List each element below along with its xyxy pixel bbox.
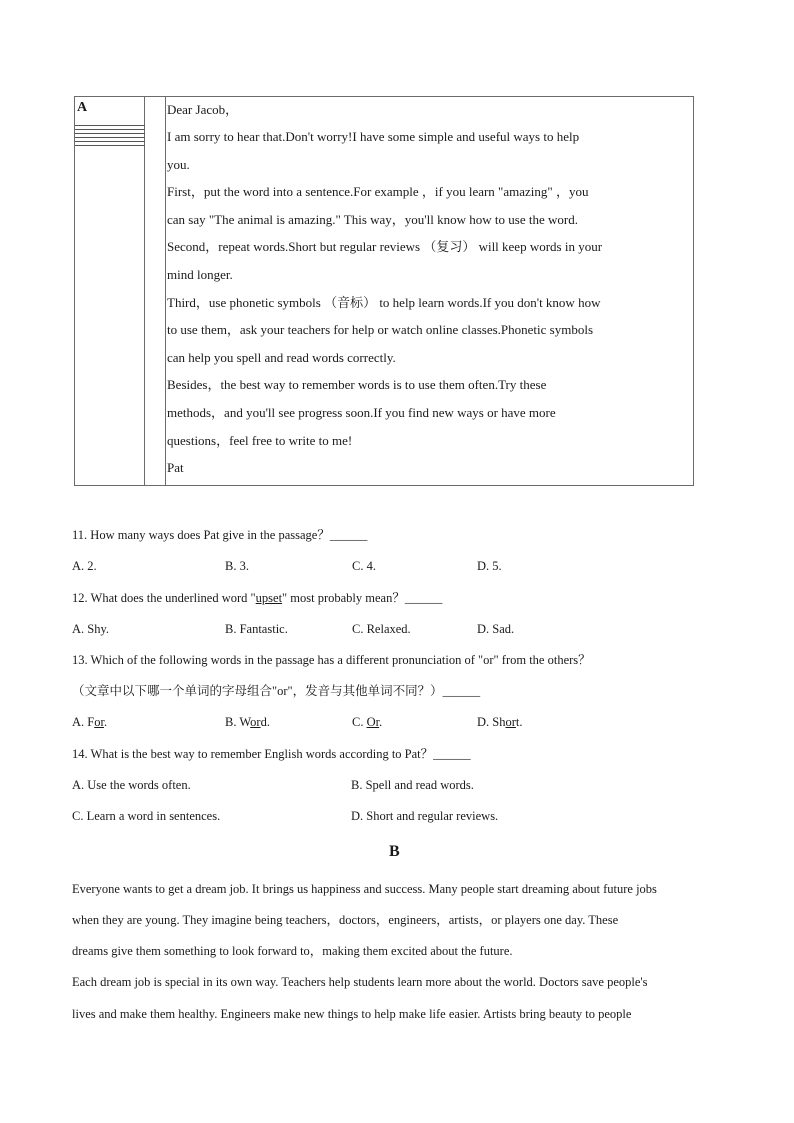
- letter-line: to use them，ask your teachers for help or watch online classes.Phonetic symbols: [167, 322, 594, 337]
- underlined-word: upset: [255, 591, 283, 605]
- q13-option-d-underline: or: [505, 715, 516, 729]
- letter-line: Second，repeat words.Short but regular reviews （复习） will keep words in your: [167, 239, 603, 254]
- q13-option-d: [477, 714, 523, 730]
- q11-option-a: A. 2.: [72, 559, 97, 573]
- letter-line: methods，and you'll see progress soon.If you find new ways or have more: [167, 405, 556, 420]
- q11-option-b: B. 3.: [225, 559, 249, 573]
- q13-option-a-pre: A. F: [72, 715, 95, 729]
- q12-stem-before: 12. What does the underlined word ": [72, 591, 256, 605]
- letter-line: I am sorry to hear that.Don't worry!I have some simple and useful ways to help: [167, 129, 580, 144]
- q12-option-a: A. Shy.: [72, 622, 110, 636]
- q14-option-c: C. Learn a word in sentences.: [72, 809, 221, 823]
- question-12: [72, 590, 442, 606]
- q13-option-c-post: .: [379, 715, 383, 729]
- letter-line: Besides，the best way to remember words is to use them often.Try these: [167, 377, 547, 392]
- letter-table: [74, 96, 694, 486]
- q13-option-d-pre: D. Sh: [477, 715, 506, 729]
- letter-line: questions，feel free to write to me!: [167, 433, 353, 448]
- q13-option-b-post: d.: [260, 715, 270, 729]
- letter-line: mind longer.: [167, 267, 233, 282]
- rule-line: [75, 133, 145, 134]
- letter-line: Dear Jacob，: [167, 102, 239, 117]
- passage-label-cell: [75, 97, 145, 485]
- q13-option-a: [72, 714, 107, 730]
- q11-option-c: C. 4.: [352, 559, 376, 573]
- q14-option-d: D. Short and regular reviews.: [351, 809, 499, 823]
- question-13: 13. Which of the following words in the passage has a different pronunciation of "or" from the others？: [72, 653, 591, 667]
- letter-line: can help you spell and read words correctly.: [167, 350, 396, 365]
- q13-option-b: [225, 714, 270, 730]
- letter-line: First，put the word into a sentence.For example ，if you learn "amazing" ，you: [167, 184, 589, 199]
- passage-b-line: Everyone wants to get a dream job. It brings us happiness and success. Many people start dreaming about future jobs: [72, 882, 657, 896]
- passage-b-line: lives and make them healthy. Engineers make new things to help make life easier. Artists bring beauty to people: [72, 1007, 632, 1021]
- q14-option-b: B. Spell and read words.: [351, 778, 474, 792]
- passage-b-heading: B: [389, 843, 400, 860]
- question-11: 11. How many ways does Pat give in the passage？______: [72, 528, 368, 542]
- rule-line: [75, 125, 145, 126]
- passage-a-label: A: [77, 100, 88, 115]
- q13-option-a-underline: or: [94, 715, 104, 729]
- spacer-cell: [145, 97, 166, 485]
- q12-option-c: C. Relaxed.: [352, 622, 411, 636]
- rule-line: [75, 141, 145, 142]
- q13-option-a-post: .: [103, 715, 108, 729]
- q13-option-c-pre: C.: [352, 715, 367, 729]
- question-13-chinese: （文章中以下哪一个单词的字母组合"or"，发音与其他单词不同？）______: [72, 684, 481, 698]
- letter-line: Third，use phonetic symbols （音标） to help learn words.If you don't know how: [167, 295, 601, 310]
- q12-option-d: D. Sad.: [477, 622, 515, 636]
- letter-signature: Pat: [167, 460, 184, 475]
- q12-stem-after: " most probably mean？______: [282, 591, 443, 605]
- letter-line: you.: [167, 157, 190, 172]
- rule-line: [75, 129, 145, 130]
- q12-option-b: B. Fantastic.: [225, 622, 288, 636]
- q13-option-c-underline: Or: [366, 715, 380, 729]
- q13-option-b-pre: B. W: [225, 715, 251, 729]
- q13-option-d-post: t.: [515, 715, 523, 729]
- passage-b-line: Each dream job is special in its own way. Teachers help students learn more about the world. Doctors save people's: [72, 975, 648, 989]
- q11-option-d: D. 5.: [477, 559, 502, 573]
- q13-option-b-underline: or: [250, 715, 261, 729]
- rule-line: [75, 137, 145, 138]
- question-14: 14. What is the best way to remember English words according to Pat？______: [72, 747, 471, 761]
- q14-option-a: A. Use the words often.: [72, 778, 191, 792]
- passage-b-line: when they are young. They imagine being teachers，doctors，engineers，artists，or players one day. These: [72, 913, 619, 927]
- passage-b-line: dreams give them something to look forward to，making them excited about the future.: [72, 944, 513, 958]
- q13-option-c: [352, 714, 382, 730]
- letter-line: can say "The animal is amazing." This way，you'll know how to use the word.: [167, 212, 578, 227]
- rule-line: [75, 145, 145, 146]
